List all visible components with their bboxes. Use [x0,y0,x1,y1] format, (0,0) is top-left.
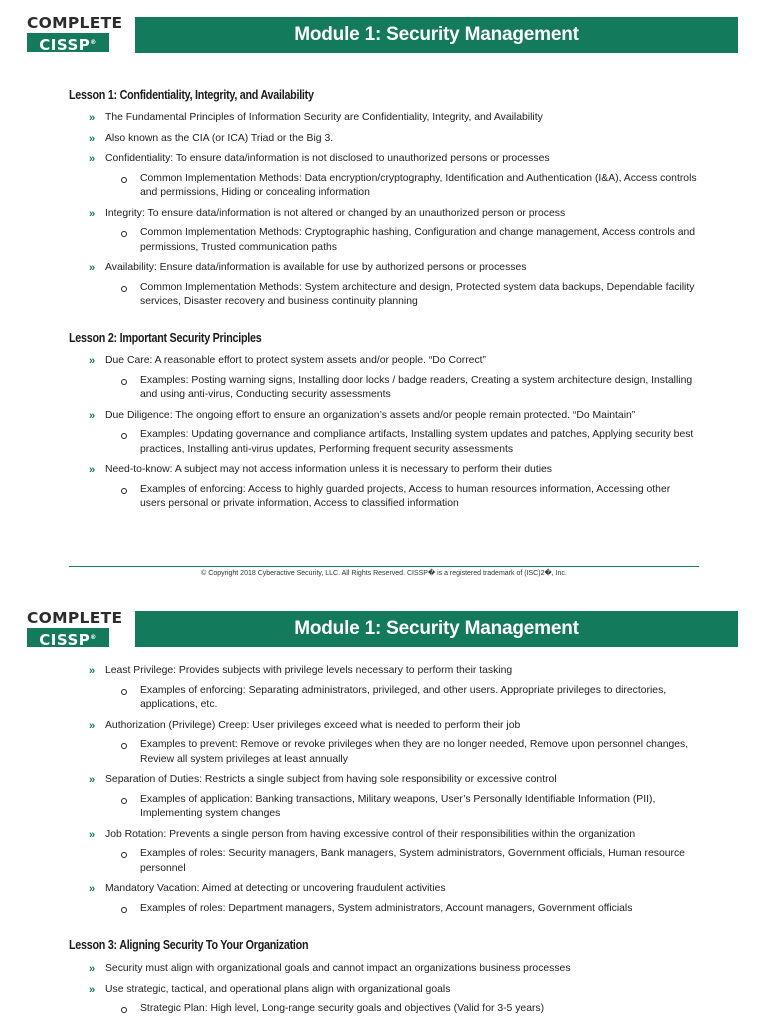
circle-bullet-icon [121,177,127,183]
document-page-2 [0,605,768,1024]
list-item: » Mandatory Vacation: Aimed at detecting or uncovering fraudulent activities [89,883,446,895]
page-gap [0,585,768,605]
circle-bullet-icon [121,1007,127,1013]
list-item: » Use strategic, tactical, and operational plans align with organizational goals [89,983,451,996]
logo-line-2: CISSP® [27,628,109,647]
sub-list-item: Examples of enforcing: Separating administrators, privileged, and other users. Appropriate privileges to directories, applications, etc. [0,684,768,713]
list-item: » Need-to-know: A subject may not access information unless it is necessary to perform their duties [89,464,552,476]
sub-list-item: Examples of enforcing: Access to highly guarded projects, Access to human resources information, Accessing other users personal or private information, Access to classified information [0,483,768,512]
sub-list-item: Examples of roles: Department managers, System administrators, Account managers, Government officials [0,902,768,917]
chevron-right-icon: » [89,409,96,422]
sub-list-item: Examples to prevent: Remove or revoke privileges when they are no longer needed, Remove upon personnel changes, Review all system privileges at least annually [0,738,768,767]
list-item: » Confidentiality: To ensure data/information is not disclosed to unauthorized persons or processes [89,153,550,165]
sub-list-item: Common Implementation Methods: Cryptographic hashing, Configuration and change management, Access controls and permissions, Trusted communication paths [0,226,768,255]
logo-registered-mark: ® [90,39,97,46]
chevron-right-icon: » [89,828,96,841]
chevron-right-icon: » [89,719,96,732]
module-banner: Module 1: Security Management [135,611,738,647]
module-banner: Module 1: Security Management [135,17,738,53]
copyright-footer: © Copyright 2018 Cyberactive Security, LLC. All Rights Reserved. CISSP� is a registered trademark of (ISC)2�, Inc. [201,570,567,577]
chevron-right-icon: » [89,665,96,677]
sub-list-item: Strategic Plan: High level, Long-range security goals and objectives (Valid for 3-5 years) [0,1002,768,1017]
circle-bullet-icon [121,852,127,858]
complete-cissp-logo [27,609,123,649]
footer-divider [69,566,699,567]
complete-cissp-logo [27,14,123,54]
list-item: » Availability: Ensure data/information is available for use by authorized persons or processes [89,262,527,274]
chevron-right-icon: » [89,883,96,895]
list-item: » Security must align with organizational goals and cannot impact an organizations business processes [89,963,571,975]
list-item: » The Fundamental Principles of Information Security are Confidentiality, Integrity, and Availability [89,112,543,124]
chevron-right-icon: » [89,963,96,975]
circle-bullet-icon [121,286,127,292]
circle-bullet-icon [121,231,127,237]
chevron-right-icon: » [89,207,96,220]
circle-bullet-icon [121,743,127,749]
circle-bullet-icon [121,907,127,913]
list-item: » Authorization (Privilege) Creep: User privileges exceed what is needed to perform their job [89,719,521,732]
chevron-right-icon: » [89,355,96,367]
list-item: » Job Rotation: Prevents a single person from having excessive control of their responsibilities within the organization [89,828,636,841]
logo-line-2: CISSP® [27,33,109,52]
chevron-right-icon: » [89,112,96,124]
chevron-right-icon: » [89,132,96,145]
circle-bullet-icon [121,433,127,439]
chevron-right-icon: » [89,464,96,476]
sub-list-item: Common Implementation Methods: Data encryption/cryptography, Identification and Authentication (I&A), Access controls and permissions, Hiding or concealing information [0,172,768,201]
list-item: » Least Privilege: Provides subjects with privilege levels necessary to perform their tasking [89,665,513,677]
lesson-2-heading: Lesson 2: Important Security Principles [69,331,262,345]
chevron-right-icon: » [89,774,96,786]
chevron-right-icon: » [89,262,96,274]
sub-list-item: Common Implementation Methods: System architecture and design, Protected system data backups, Dependable facility services, Disaster recovery and business continuity planning [0,281,768,310]
sub-list-item: Examples: Updating governance and compliance artifacts, Installing system updates and patches, Applying security best practices, Installing anti-virus updates, Performing frequent security assessments [0,428,768,457]
list-item: » Also known as the CIA (or ICA) Triad or the Big 3. [89,132,334,145]
sub-list-item: Examples of roles: Security managers, Bank managers, System administrators, Government officials, Human resource personnel [0,847,768,876]
sub-list-item: Examples of application: Banking transactions, Military weapons, User’s Personally Identifiable Information (PII), Implementing system changes [0,793,768,822]
logo-line-1: COMPLETE [27,609,123,627]
list-item: » Due Care: A reasonable effort to protect system assets and/or people. “Do Correct” [89,355,486,367]
list-item: » Separation of Duties: Restricts a single subject from having sole responsibility or excessive control [89,774,557,786]
logo-line-1: COMPLETE [27,14,123,32]
lesson-3-list [0,962,768,1023]
lesson-1-heading: Lesson 1: Confidentiality, Integrity, and Availability [69,88,314,102]
chevron-right-icon: » [89,983,96,996]
circle-bullet-icon [121,689,127,695]
sub-list-item: Examples: Posting warning signs, Installing door locks / badge readers, Creating a system architecture design, Installing and using anti-virus, Conducting security assessments [0,374,768,403]
circle-bullet-icon [121,379,127,385]
list-item: » Due Diligence: The ongoing effort to ensure an organization’s assets and/or people remain protected. “Do Maintain” [89,409,636,422]
logo-registered-mark: ® [90,634,97,641]
lesson-3-heading: Lesson 3: Aligning Security To Your Organization [69,938,309,952]
list-item: » Integrity: To ensure data/information is not altered or changed by an unauthorized person or process [89,207,566,220]
privilege-principles-list [0,664,768,922]
circle-bullet-icon [121,488,127,494]
chevron-right-icon: » [89,153,96,165]
circle-bullet-icon [121,798,127,804]
lesson-2-list [0,354,768,518]
lesson-1-list [0,111,768,316]
